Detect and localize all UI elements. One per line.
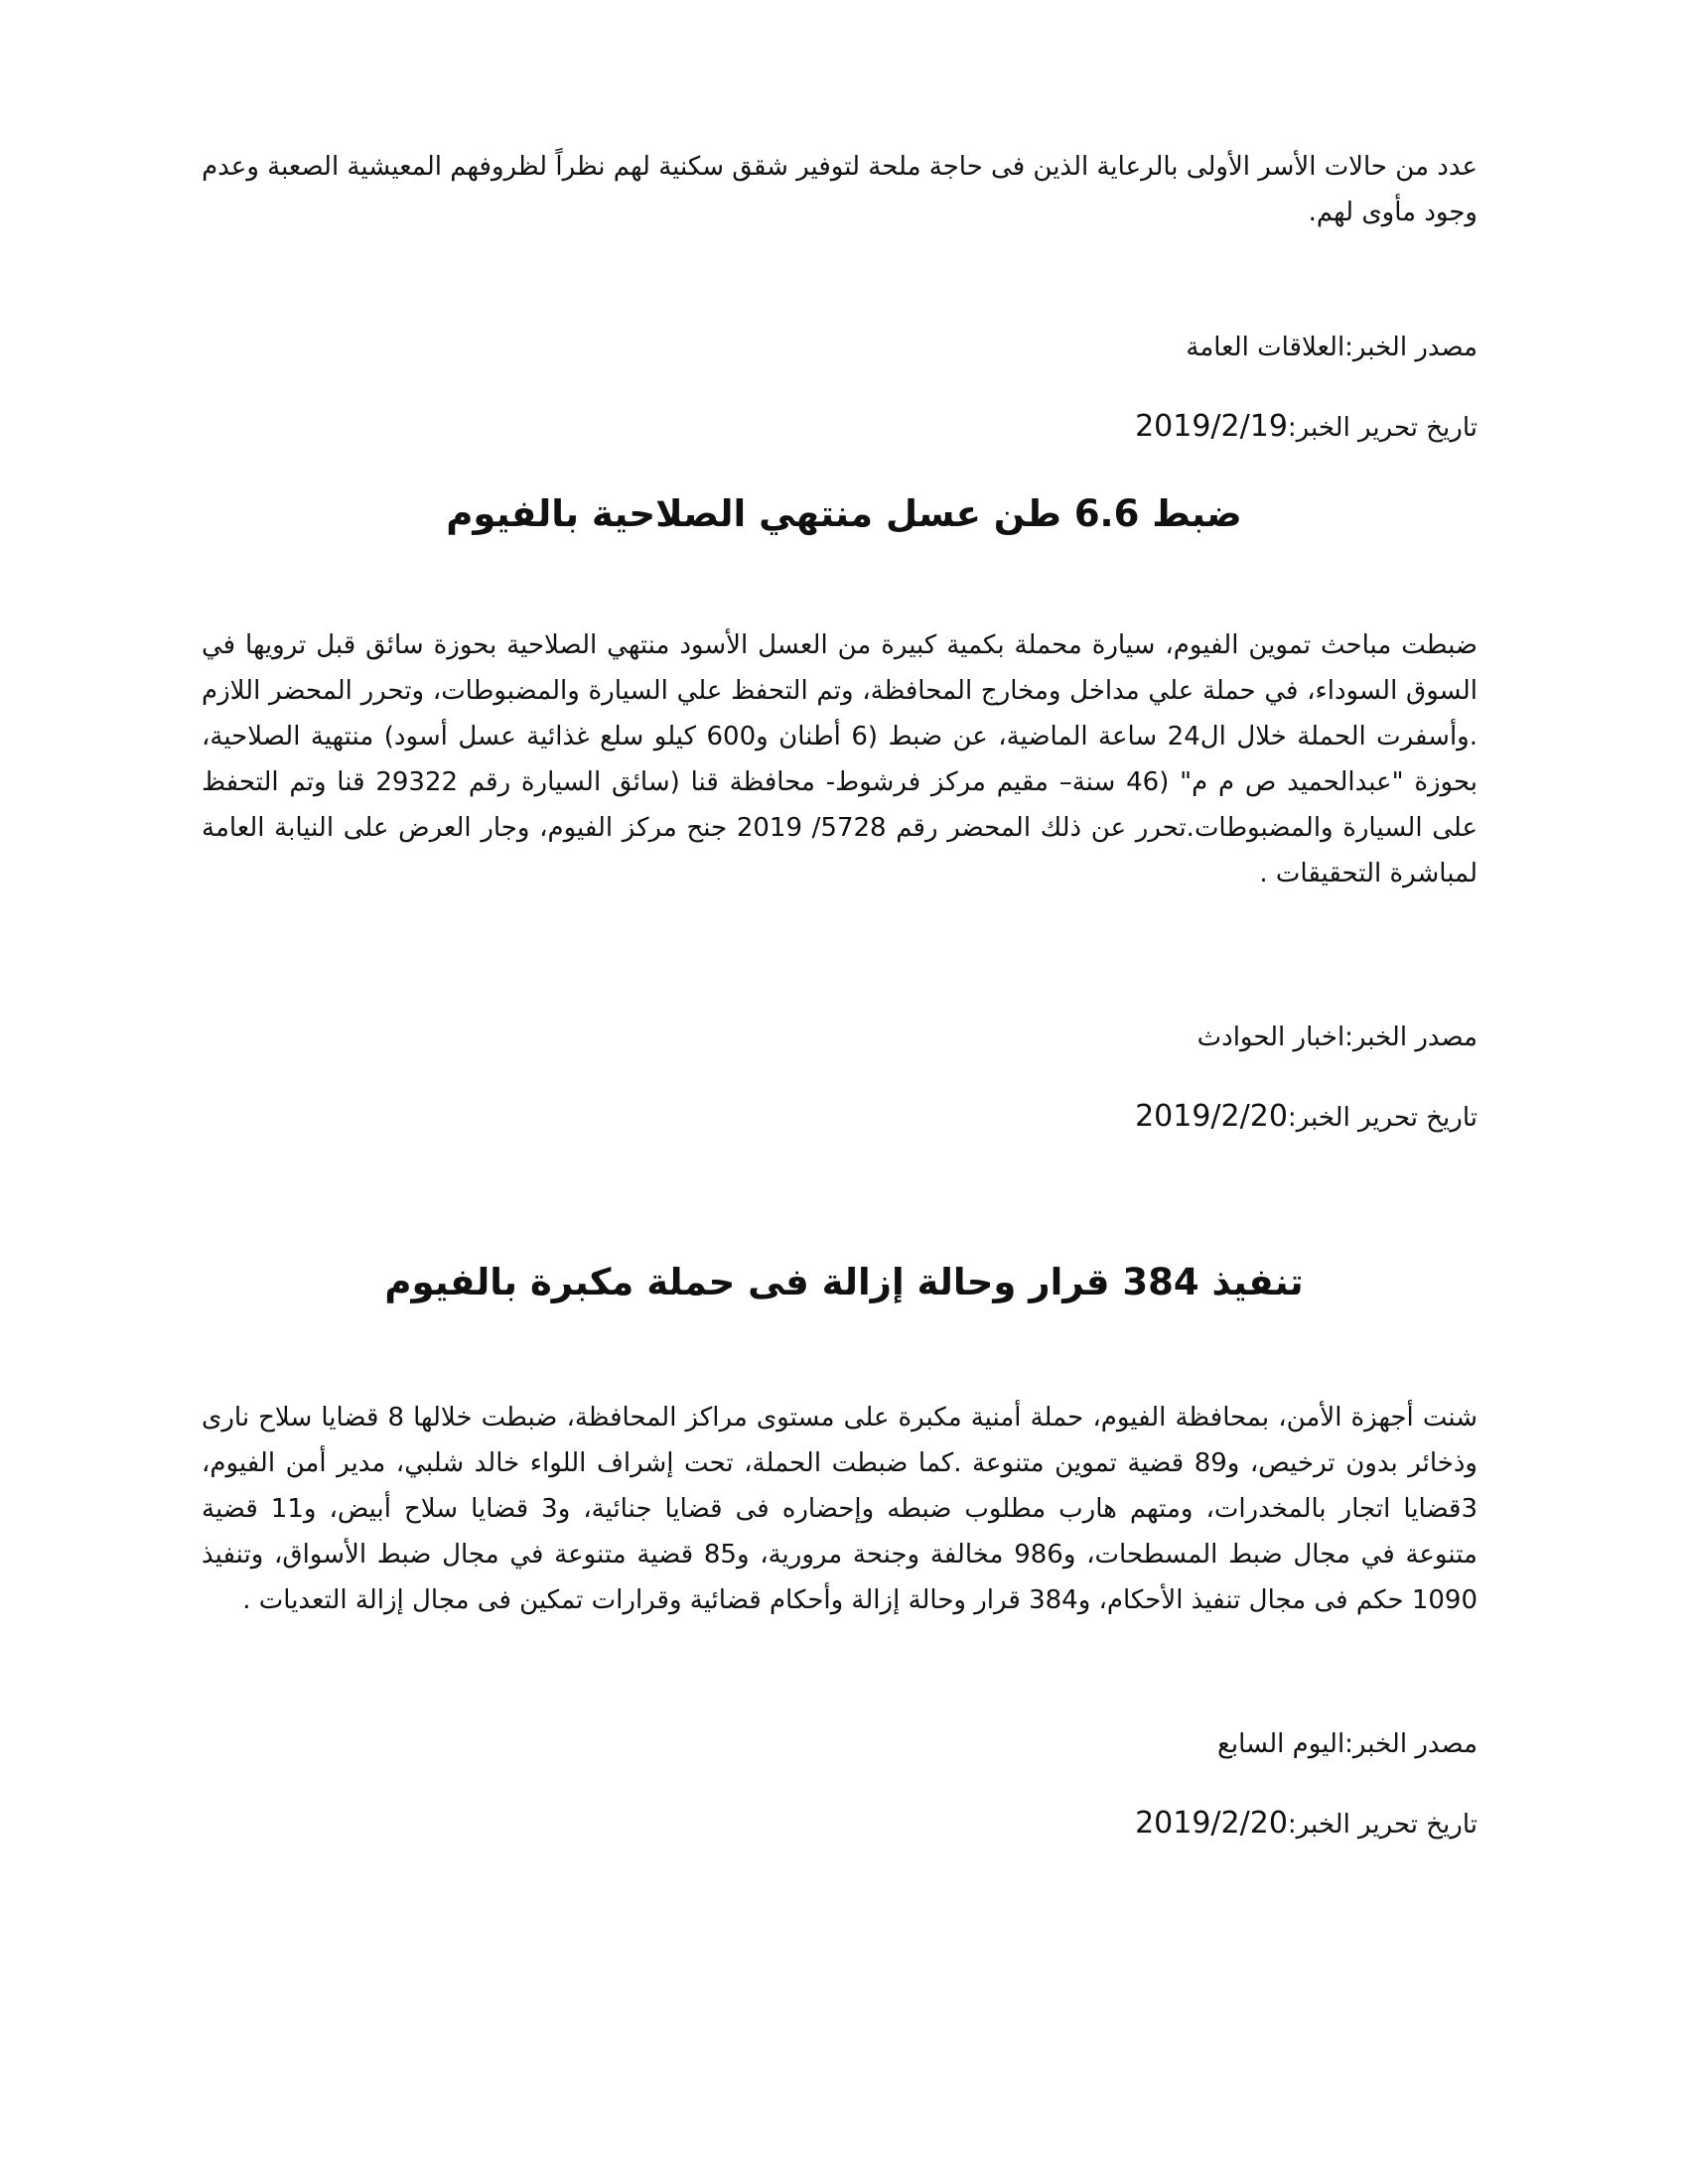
article2-body: شنت أجهزة الأمن، بمحافظة الفيوم، حملة أمنية مكبرة على مستوى مراكز المحافظة، ضبطت خلالها 8 قضايا سلاح نارى وذخائر بدون ترخيص، و89 قضية تموين متنوعة .كما ضبطت الحملة، تحت إشراف اللواء خالد شلبي، مدير أمن الفيوم، 3قضايا اتجار بالمخدرات، ومتهم هارب مطلوب ضبطه وإحضاره فى قضايا جنائية، و3 قضايا سلاح أبيض، و11 قضية متنوعة في مجال ضبط المسطحات، و986 مخالفة وجنحة مرورية، و85 قضية متنوعة في مجال ضبط الأسواق، وتنفيذ 1090 حكم فى مجال تنفيذ الأحكام، و384 قرار وحالة إزالة وأحكام قضائية وقرارات تمكين فى مجال إزالة التعديات . xyxy=(202,1403,1477,1615)
date-label: تاريخ تحرير الخبر: xyxy=(1287,1810,1477,1840)
intro-paragraph: عدد من حالات الأسر الأولى بالرعاية الذين فى حاجة ملحة لتوفير شقق سكنية لهم نظراً لظروفهم المعيشية الصعبة وعدم وجود مأوى لهم. xyxy=(202,152,1477,227)
intro-source-line xyxy=(202,328,1477,367)
date-value: 2019/2/19 xyxy=(1135,409,1288,444)
intro-date-line xyxy=(202,407,1477,448)
article1-headline: ضبط 6.6 طن عسل منتهي الصلاحية بالفيوم xyxy=(446,492,1242,535)
date-label: تاريخ تحرير الخبر: xyxy=(1287,413,1477,443)
article2-body-section xyxy=(202,1395,1477,1623)
article2-date-line xyxy=(202,1804,1477,1844)
article2-source-line xyxy=(202,1724,1477,1764)
article1-body: ضبطت مباحث تموين الفيوم، سيارة محملة بكمية كبيرة من العسل الأسود منتهي الصلاحية بحوزة سائق قبل ترويها في السوق السوداء، في حملة علي مداخل ومخارج المحافظة، وتم التحفظ علي السيارة والمضبوطات، وتحرر المحضر اللازم .وأسفرت الحملة خلال ال24 ساعة الماضية، عن ضبط (6 أطنان و600 كيلو سلع غذائية عسل أسود) منتهية الصلاحية، بحوزة "عبدالحميد ص م م" (46 سنة– مقيم مركز فرشوط- محافظة قنا (سائق السيارة رقم 29322 قنا وتم التحفظ على السيارة والمضبوطات.تحرر عن ذلك المحضر رقم 5728/ 2019 جنح مركز الفيوم، وجار العرض على النيابة العامة لمباشرة التحقيقات . xyxy=(202,630,1477,888)
date-label: تاريخ تحرير الخبر: xyxy=(1287,1103,1477,1133)
date-value: 2019/2/20 xyxy=(1135,1806,1288,1841)
source-value: العلاقات العامة xyxy=(1186,333,1345,362)
source-value: اخبار الحوادث xyxy=(1196,1023,1345,1052)
intro-section xyxy=(202,144,1477,235)
article1-date-line xyxy=(202,1097,1477,1138)
source-label: مصدر الخبر: xyxy=(1344,333,1477,362)
article1-body-section xyxy=(202,622,1477,896)
article2-headline: تنفيذ 384 قرار وحالة إزالة فى حملة مكبرة بالفيوم xyxy=(384,1261,1304,1303)
article1-source-line xyxy=(202,1018,1477,1057)
date-value: 2019/2/20 xyxy=(1135,1099,1288,1134)
source-value: اليوم السابع xyxy=(1217,1729,1345,1759)
source-label: مصدر الخبر: xyxy=(1344,1729,1477,1759)
source-label: مصدر الخبر: xyxy=(1344,1023,1477,1052)
